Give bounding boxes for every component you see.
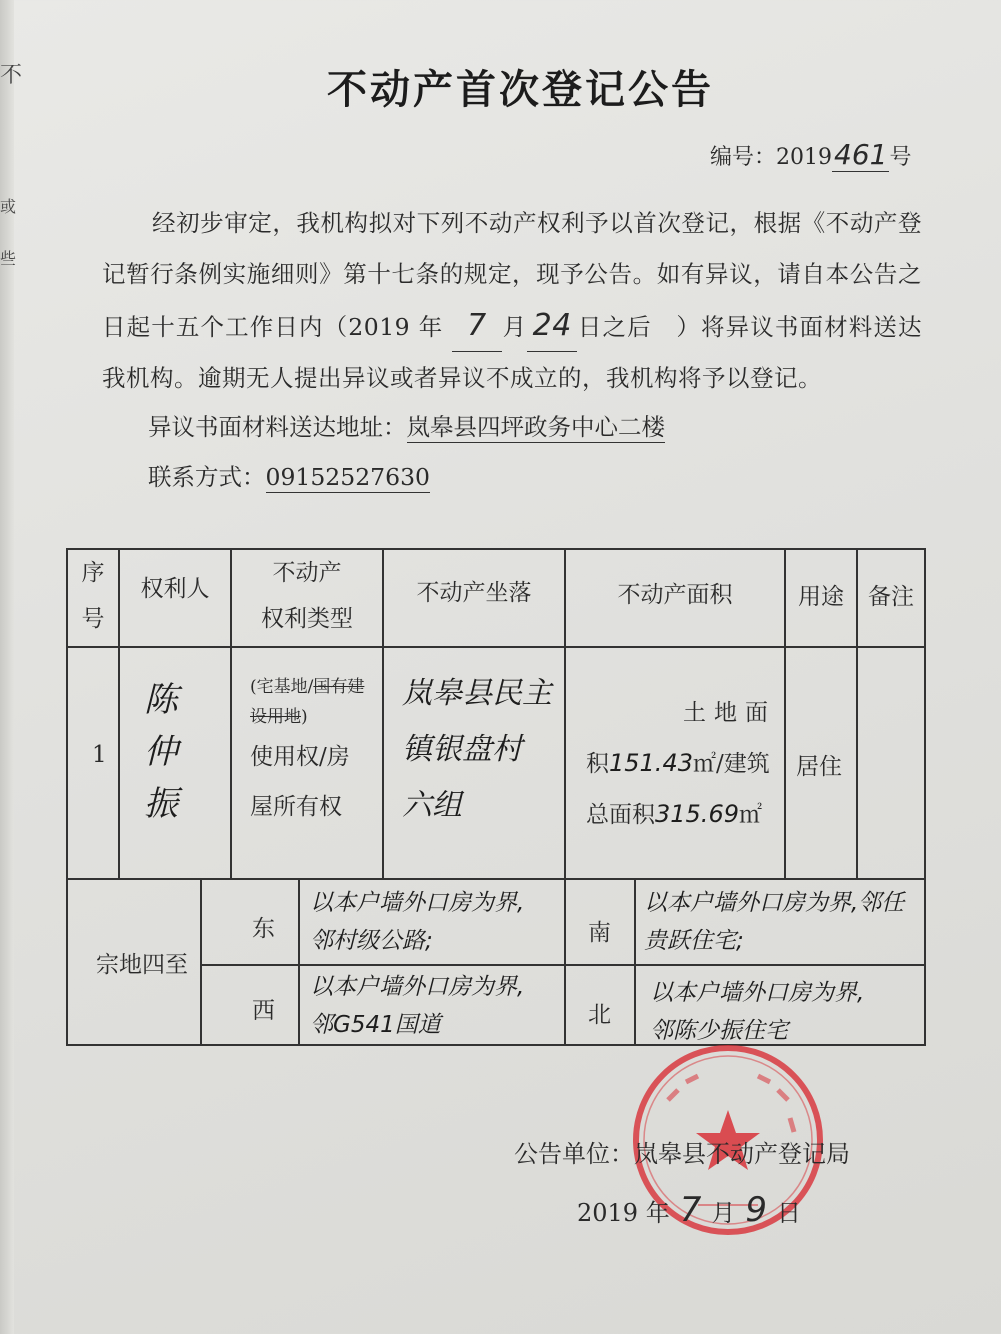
holder-char: 振 [144,784,178,824]
area-text: ㎡/建筑 [692,751,770,777]
table-border [66,646,926,648]
edge-fragment: 不 [0,63,23,88]
contact-phone: 09152527630 [265,463,430,491]
doc-number-suffix: 号 [889,145,912,170]
location-line: 六组 [402,788,462,823]
contact-info [148,458,430,492]
table-border [66,548,926,550]
south-label: 南 [588,920,611,946]
address-value: 岚皋县四坪政务中心二楼 [406,413,665,441]
area-unit: ㎡ [738,802,762,828]
west-boundary [310,968,524,1044]
area-line [586,789,776,840]
building-area-handwritten: 315.69 [655,800,739,828]
body-month-handwritten: 7 [452,300,502,352]
date-day-unit: 日 [777,1199,801,1227]
header-type-line: 不动产 [272,560,342,586]
holder-char: 仲 [144,732,178,772]
doc-number-prefix: 编号：2019 [710,145,832,170]
header-remark: 备注 [868,584,914,610]
body-day-handwritten: 24 [527,300,577,352]
right-type-line: 使用权/房 [250,744,350,770]
date-day-handwritten: 9 [745,1190,767,1230]
notice-title: 不动产首次登记公告 [327,67,714,113]
location-line: 岚皋县民主 [402,676,552,711]
doc-number-handwritten: 461 [834,138,888,171]
table-border [924,548,926,1046]
table-border [634,878,636,1046]
row-usage: 居住 [796,754,842,780]
left-page-edge [0,0,23,1334]
header-area: 不动产面积 [617,582,733,608]
boundary-line: 以本户墙外口房为界, [310,890,525,916]
boundary-line: 以本户墙外口房为界,邻任 [644,890,905,916]
area-text: 积 [586,751,609,777]
header-seq-line: 序 [81,560,105,586]
objection-address [148,408,665,442]
header-seq-line: 号 [81,606,105,632]
table-border [298,878,300,1046]
right-type-line: 屋所有权 [250,794,342,820]
notice-body [102,198,922,404]
table-border [200,964,926,966]
row-location [402,666,552,834]
table-border [564,548,566,1046]
document-number [710,138,911,171]
option-homestead: 宅基地 [256,677,308,697]
area-line [586,738,776,789]
date-month-unit: 月 [711,1199,736,1227]
row-area [586,688,776,840]
row-right-type [250,672,380,832]
east-boundary [310,884,524,960]
header-location: 不动产坐落 [416,580,532,606]
north-label: 北 [588,1002,611,1028]
boundary-line: 以本户墙外口房为界, [310,974,525,1000]
header-right-type [232,550,382,642]
address-label: 异议书面材料送达地址： [148,413,407,441]
boundary-line: 邻G541国道 [310,1012,441,1038]
issuer-name: 岚皋县不动产登记局 [634,1140,850,1168]
table-border [200,878,202,1046]
issuer [514,1134,850,1169]
edge-fragment: 或 [0,197,17,216]
area-text: 总面积 [586,802,655,828]
paren: ) [301,707,308,727]
location-line: 镇银盘村 [402,732,522,767]
boundary-line: 邻陈少振住宅 [650,1018,788,1044]
date-month-handwritten: 7 [679,1190,702,1230]
slash: / [307,677,314,697]
holder-char: 陈 [144,680,178,720]
option-state-land-struck: 国有建设用地 [250,677,365,727]
header-seq [68,550,118,642]
north-boundary [650,974,864,1050]
contact-label: 联系方式： [148,463,266,491]
right-type-options [250,672,380,732]
west-label: 西 [252,998,275,1024]
paren: ( [250,677,257,697]
south-boundary [644,884,904,960]
east-label: 东 [252,916,275,942]
area-line: 土地面 [683,700,776,726]
boundary-line: 贵跃住宅; [644,928,744,954]
boundary-line: 以本户墙外口房为界, [650,980,865,1006]
land-area-handwritten: 151.43 [609,749,693,777]
body-month-unit: 月 [501,313,528,341]
row-holder [144,674,178,830]
header-usage: 用途 [798,584,844,610]
row-seq: 1 [92,742,107,768]
property-table [66,548,926,1048]
edge-fragment: 些 [0,249,17,268]
date-year: 2019 年 [577,1199,670,1227]
header-holder: 权利人 [140,576,210,602]
notice-date [577,1190,801,1230]
boundaries-label: 宗地四至 [96,952,188,978]
body-part-1: 经初步审定，我机构拟对下列不动产权利予以首次登记，根据《不动产登记暂行条例实施细则》第十七条的规定，现予公告。如有异议，请自本公告之日起十五个工作日内（2019 年 [102,209,922,341]
issuer-label: 公告单位： [514,1140,634,1168]
boundary-line: 邻村级公路; [310,928,433,954]
body-part-2: 日之后 ）将异议书面材料送达我机构。逾期无人提出异议或者异议不成立的，我机构将予以登记。 [102,313,923,392]
table-border [66,878,926,880]
header-type-line: 权利类型 [261,606,353,632]
